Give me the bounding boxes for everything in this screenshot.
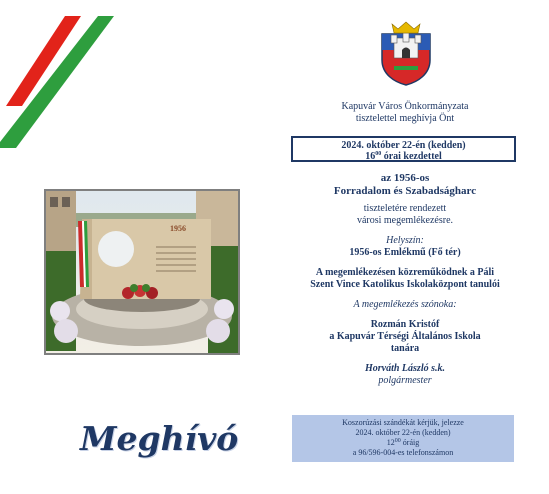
date-box xyxy=(291,136,516,162)
invitation-heading: Meghívó xyxy=(80,419,239,458)
event-title-line2: Forradalom és Szabadságharc xyxy=(333,185,477,197)
purpose-line2: városi megemlékezésre. xyxy=(356,215,454,226)
event-details xyxy=(290,172,520,387)
purpose-line1: tiszteletére rendezett xyxy=(363,203,447,214)
mayor-title: polgármester xyxy=(378,375,432,386)
flag-ribbons xyxy=(0,0,130,150)
event-date: 2024. október 22-én (kedden) xyxy=(341,140,466,151)
event-title-line1: az 1956-os xyxy=(380,172,430,184)
wreath-note-box xyxy=(292,415,514,462)
event-time: $16^{00}$ órai kezdettel xyxy=(365,151,442,162)
speaker-school: a Kapuvár Térségi Általános Iskola xyxy=(329,331,481,342)
note-line1: Koszorúzási szándékát kérjük, jelezze xyxy=(342,418,464,427)
note-line2: 2024. október 22-én (kedden) xyxy=(355,428,451,437)
invite-line: tisztelettel meghívja Önt xyxy=(355,113,455,124)
monument-year-text: 1956 xyxy=(170,224,186,233)
venue: 1956-os Emlékmű (Fő tér) xyxy=(349,247,461,258)
venue-label: Helyszín: xyxy=(386,235,424,246)
coat-of-arms-icon xyxy=(376,20,436,86)
mayor-name: Horváth László s.k. xyxy=(364,363,445,374)
note-line3: $12^{00}$ óráig xyxy=(386,438,420,447)
monument-photo xyxy=(44,189,240,355)
note-line4: a 96/596-004-es telefonszámon xyxy=(352,448,454,457)
speaker-name: Rozmán Kristóf xyxy=(370,319,440,330)
contributors-line1: A megemlékezésen közreműködnek a Páli xyxy=(315,267,495,278)
speaker-label: A megemlékezés szónoka: xyxy=(353,299,457,310)
contributors-line2: Szent Vince Katolikus Iskolaközpont tanulói xyxy=(310,279,500,290)
organizer-block xyxy=(290,101,520,125)
monument-illustration xyxy=(46,191,238,353)
organizer-name: Kapuvár Város Önkormányzata xyxy=(341,101,469,112)
speaker-role: tanára xyxy=(390,343,420,354)
